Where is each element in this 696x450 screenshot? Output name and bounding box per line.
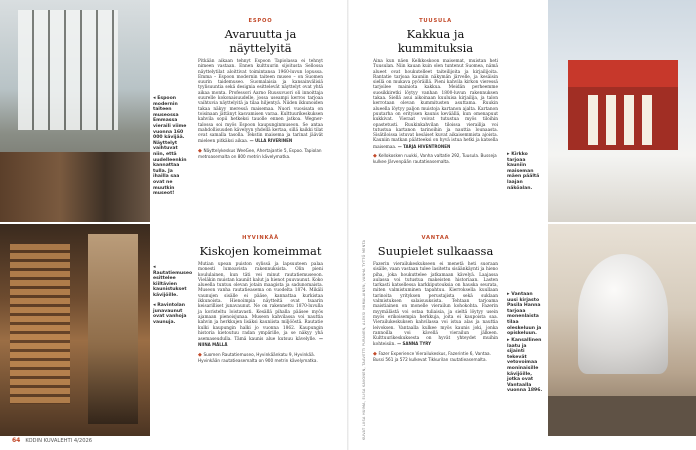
magazine-name: KODIN KUVALEHTI 4/2026 [25, 438, 93, 444]
caption-vantaa-1: ▸ Vantaan uusi kirjasto Pasila Hanna tarjoaa monenlaista tilaa oleskeluun ja opiskeluun. [507, 291, 542, 337]
caption-vantaa-2: ▸ Kansallinen laatu ja sijainti tekevät vetovoimaa moninaisille kävijöille, jotka ovat Vantaalla vuonna 1896. [507, 337, 543, 394]
article-espoo [198, 18, 323, 159]
page-number: 64 [12, 437, 21, 444]
kicker: HYVINKÄÄ [242, 235, 279, 241]
location-pin-icon: ◆ [198, 351, 204, 358]
location-info: ◆ Näyttelykeskus WeeGee, Ahertajantie 5, Espoo. Tapiolan metroasemalta on 800 metrin kävelymatka. [198, 147, 322, 159]
location-pin-icon: ◆ [198, 147, 204, 154]
arrow-icon: ◂ [153, 302, 158, 308]
headline: Avaruutta ja näyttelyitä [224, 27, 297, 55]
article-tuusula [373, 18, 498, 164]
caption-tuusula: ▸ Kirkko tarjoaa kauniin maiseman mäen päältä laajan näköalan. [507, 151, 540, 191]
photo-espoo-museum [0, 0, 150, 222]
photo-hyvinkaa-railway-museum [0, 224, 150, 436]
page-gutter [347, 0, 349, 450]
arrow-icon: ▸ [507, 337, 512, 343]
headline: Kiskojen komeimmat [199, 244, 322, 258]
location-info: ◆ Kellokosken ruukki, Vanha valtatie 292, Tuusula. Busseja kulkee Järvenpään rautatieasemalta. [373, 153, 497, 165]
article-body: Fazerin vierailukeskukseen ei menetä heti suoraan sisälle, vaan vastaan tulee lasitettu sisäänkäynti ja hieno piha, joka houkuttelee jatkamaan kävelyä. Laajassa aulassa voi tutustua makeisten historiaan. Lasten tarkasti katsellessa karkkiputouksia on hauska seurata, miten valmistuminen tapahtuu. Kierroksella kuullaan tarinoita yrityksen perustajista sekä suklaan valmistuksen salaisuuksista. Tehtaan tarjoama maistiainen on monelle vierailun kohokohta. Fazerin myymälästä voi ostaa tuliaisia, ja sieltä löytyy usein myös erikoisempia herkkuja, joita ei kaupoista saa. Vierailukeskuksen kahvilassa voi istua alas ja nauttia leivoksen. Vantaalla kulkee myös kaunis joki, jonka rannoilla voi kävellä vierailun jälkeen. Kulttuurikeskuksesta on hyvät yhteydet muihin kohteisiin. — SANNA TYRY [373, 262, 498, 348]
location-pin-icon: ◆ [373, 350, 379, 357]
location-info: ◆ Suomen Rautatiemuseo, Hyvinkäänkatu 9, Hyvinkää. Hyvinkään rautatieasemalta on 900 metrin kävelymatka. [198, 351, 318, 363]
article-vantaa [373, 235, 498, 362]
article-body: Aina kun näen Kelkkoskoon maisemat, muistan heti Tuusulan. Niin kauan kuin olen tuntenut Suomea, nämä alueet ovat houkutelleet taiteilijoita ja kirjailijoita. Rantatie tarjoaa kauniin näkymän järvelle, ja kesäisin siellä on mukava pyöräillä. Pieni kahvila kirkon vieressä tarjoilee mainiota kakkua. Meidän perheemme suosikkiretki löytyy vanhan 1800-luvun rakennuksen takaa. Siellä asui aikoinaan kuuluisa kirjailija, ja talon kerrotaan olevan kummitusten asuttama. Ruukin alueella löytyy paljon muistoja kartanon ajalta. Kartanon puutarha on erityisen kaunis keväällä, kun omenapuut kukkivat. Vieraat voivat tutustua myös tiloihin opastetusti. Ruukinkahvilan tiloissa vierailija voi tutustua kartanon tarinoihin ja nauttia lounaasta. Sisätiloissa istuvat kesäiset kuvat aikaisemmista ajoista. Kauniin matkan päätteeksi on hyvä istua hetki ja katsella maisemaa. — TARJA HIVENTRONEN [373, 59, 498, 150]
article-body: Mutian upean puiston sylissä ja lapsuuteen palaa monesti lumoavista rakennuksista. Olin pieni koululainen, kun täti vei minut rautatiemuseoon. Vieläkin muistan kauniit kalut ja hienot puuvaunut. Koko alueella tuntuu olevan jotain maagista ja sadunomaista. Museon vanha rautatieasema on vuodelta 1874. Mikäli vaunujen sisälle ei pääse, kannattaa kurkistaa ikkunoista. Hienoimpia näytteitä ovat tsaarin keisarilliset junavaunut. Ne on rakennettu 1870-luvulla ja koristeltu loistavasti. Kesällä pihalla pääsee myös ajamaan pienoisjunaa. Museon kahvilassa voi nauttia kahvin ja herkkujen lisäksi kauniista miljööstä. Rautatie kulki kaupungin halki jo vuonna 1862. Kaupungin historia kietoutuu radan ympärille, ja se näkyy yhä asemaseudulla. Tämä kaunis alue kutsuu kävelylle. — NIINA MÄLLÄ [198, 262, 323, 348]
kicker: VANTAA [421, 235, 450, 241]
headline: Suupielet sulkaassa [377, 244, 494, 258]
kicker: TUUSULA [419, 18, 452, 24]
arrow-icon: ◂ [153, 95, 158, 101]
location-info: ◆ Fazer Experience Vierailukeskus, Fazerintie 6, Vantaa. Bussi 561 ja 572 kulkevat Tikkurilan rautatieasemalta. [373, 350, 491, 362]
kicker: ESPOO [248, 18, 273, 24]
article-body: Pitkään aikaan tehnyt Espoon Tapiolassa ei tehnyt nimeen vastaan. Ennen kulttuurin sijoitusta Sellossa näyttelytilat aloittivat toimintansa 1960-luvun lopussa. Emma – Espoon modernin taiteen museo – on Suomen suurin taidemuseo. Suomalaisia ja kansainvälisiä tyylisuuntia sekä designia esittelevät näyttelyt ovat yhtä aikaa monta. Professori Aarno Ruusuvuori oli innoittaja suurelle kokonaisuudelle, jossa useampi kerros tarjoaa vaihtuvia näyttelyitä ja tilaa hiljentyä. Niiden ikkunoiden takaa näkyy meressä maisemaa. Nuori vuosisata on toisinaan jättänyt kasvamisen varaa. Kulttuurikeskuksen kahvila sopii hetkeksi tauolle ennen jatkoa. Wegner-talossa soi myös Espoon kaupunginmuseon. Se antaa mahdollisuuden kävelyyn yhdellä kertaa, sillä kaikki tilat ovat samalla tasolla. Tekstin maisema ja tarinat jäävät mieleen pitkäksi aikaa. — ULLA RIVERINEN [198, 59, 323, 145]
photo-tuusula-winter [548, 0, 696, 222]
photo-vantaa-visitor-centre [548, 224, 696, 436]
arrow-icon: ◂ [153, 264, 156, 270]
caption-espoo: ◂ Espoon modernin taiteen museossa Emmassa vieraili viime vuonna 160 000 kävijää. Näyttelyt vaihtuvat niin, että uudelleenkin kannattaa tulla. Ja ihailla saa ovat ne muutkin museot! [153, 95, 187, 197]
location-pin-icon: ◆ [373, 153, 379, 160]
article-hyvinkaa [198, 235, 323, 363]
headline: Kakkua ja kummituksia [397, 27, 474, 55]
arrow-icon: ▸ [507, 151, 512, 157]
page-footer [12, 437, 92, 444]
arrow-icon: ▸ [507, 291, 512, 297]
photo-credits: KUVAT LIISA HUIMA, ELISA KAVONEN, TAAVETTI PURANEN, ALEKSI HUMALAINEN, VANHA TYTTÖ MENTA [362, 239, 366, 440]
caption-hyvinkaa-2: ◂ Ravintolan junavaunut ovat vanhoja vaunuja. [153, 302, 187, 325]
caption-hyvinkaa-1: ◂ Rautatiemuseo esittelee kiiltävien kaunistukset kävijöille. [153, 264, 193, 298]
